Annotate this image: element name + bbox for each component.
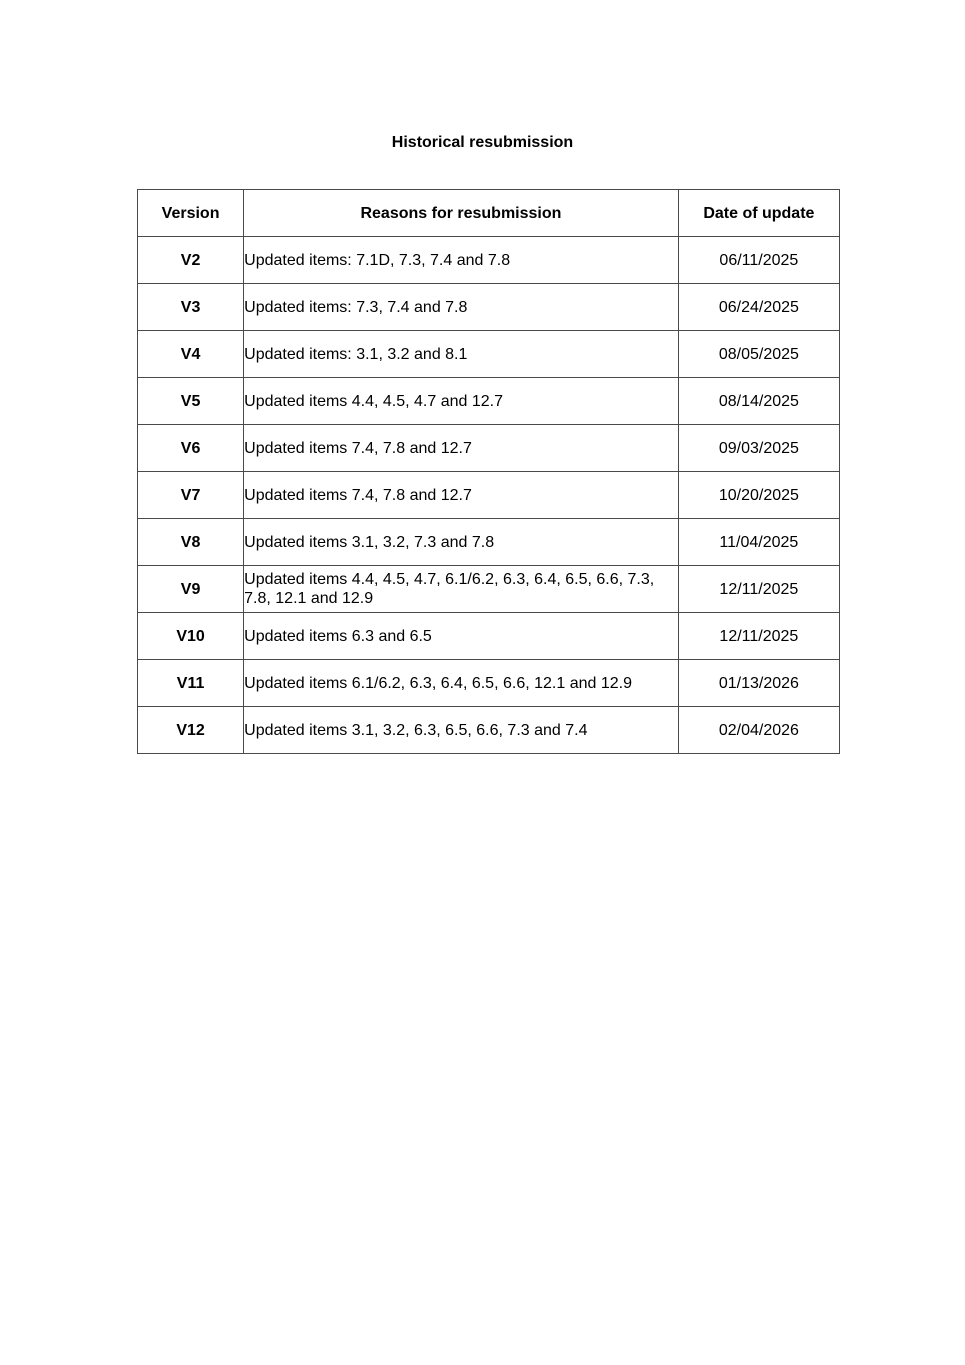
reason-cell: Updated items 3.1, 3.2, 6.3, 6.5, 6.6, 7.3 and 7.4 — [244, 707, 679, 754]
reason-cell: Updated items 6.1/6.2, 6.3, 6.4, 6.5, 6.6, 12.1 and 12.9 — [244, 660, 679, 707]
date-cell: 12/11/2025 — [678, 613, 839, 660]
version-cell: V5 — [138, 378, 244, 425]
date-cell: 09/03/2025 — [678, 425, 839, 472]
date-cell: 10/20/2025 — [678, 472, 839, 519]
table-row — [138, 331, 840, 378]
table-row — [138, 425, 840, 472]
version-cell: V3 — [138, 284, 244, 331]
table-header-row — [138, 190, 840, 237]
reason-cell: Updated items: 3.1, 3.2 and 8.1 — [244, 331, 679, 378]
header-date: Date of update — [678, 190, 839, 237]
reason-cell: Updated items 3.1, 3.2, 7.3 and 7.8 — [244, 519, 679, 566]
date-cell: 11/04/2025 — [678, 519, 839, 566]
reason-cell: Updated items 7.4, 7.8 and 12.7 — [244, 472, 679, 519]
table-row — [138, 519, 840, 566]
reason-cell: Updated items 4.4, 4.5, 4.7, 6.1/6.2, 6.3, 6.4, 6.5, 6.6, 7.3, 7.8, 12.1 and 12.9 — [244, 566, 679, 613]
table-row — [138, 472, 840, 519]
date-cell: 01/13/2026 — [678, 660, 839, 707]
page-title: Historical resubmission — [391, 134, 574, 151]
reason-cell: Updated items: 7.1D, 7.3, 7.4 and 7.8 — [244, 237, 679, 284]
table-row — [138, 660, 840, 707]
version-cell: V9 — [138, 566, 244, 613]
table-row — [138, 707, 840, 754]
reason-cell: Updated items: 7.3, 7.4 and 7.8 — [244, 284, 679, 331]
reason-cell: Updated items 7.4, 7.8 and 12.7 — [244, 425, 679, 472]
version-cell: V8 — [138, 519, 244, 566]
table-row — [138, 237, 840, 284]
reason-cell: Updated items 6.3 and 6.5 — [244, 613, 679, 660]
date-cell: 08/05/2025 — [678, 331, 839, 378]
reason-cell: Updated items 4.4, 4.5, 4.7 and 12.7 — [244, 378, 679, 425]
header-version: Version — [138, 190, 244, 237]
resubmission-history-table — [137, 189, 840, 754]
header-reasons: Reasons for resubmission — [244, 190, 679, 237]
date-cell: 02/04/2026 — [678, 707, 839, 754]
date-cell: 08/14/2025 — [678, 378, 839, 425]
table-row — [138, 378, 840, 425]
table-row — [138, 284, 840, 331]
version-cell: V6 — [138, 425, 244, 472]
version-cell: V4 — [138, 331, 244, 378]
version-cell: V7 — [138, 472, 244, 519]
version-cell: V12 — [138, 707, 244, 754]
date-cell: 06/24/2025 — [678, 284, 839, 331]
date-cell: 06/11/2025 — [678, 237, 839, 284]
table-row — [138, 566, 840, 613]
date-cell: 12/11/2025 — [678, 566, 839, 613]
version-cell: V11 — [138, 660, 244, 707]
version-cell: V10 — [138, 613, 244, 660]
version-cell: V2 — [138, 237, 244, 284]
table-row — [138, 613, 840, 660]
